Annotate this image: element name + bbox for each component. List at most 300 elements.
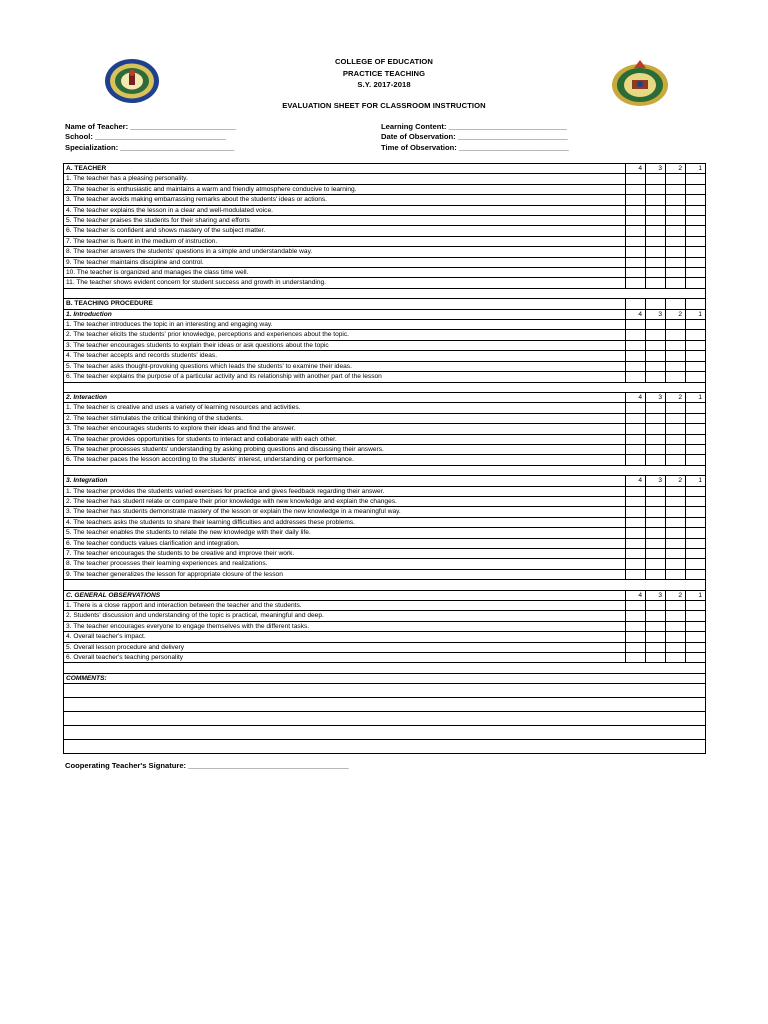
row-label: 10. The teacher is organized and manages the class time well. — [64, 268, 626, 278]
score-cell[interactable] — [626, 361, 646, 371]
teacher-name-field: Name of Teacher: _________________________ — [65, 122, 236, 131]
row-label: 1. Introduction — [64, 309, 626, 319]
score-cell[interactable] — [646, 455, 666, 465]
school-year: S.Y. 2017-2018 — [357, 80, 411, 89]
score-cell[interactable] — [646, 299, 666, 309]
score-cell[interactable]: 3 — [646, 392, 666, 402]
score-cell[interactable] — [646, 569, 666, 579]
score-cell[interactable] — [646, 496, 666, 506]
table-row — [64, 330, 706, 340]
score-cell[interactable] — [626, 268, 646, 278]
table-row — [64, 216, 706, 226]
score-cell[interactable] — [686, 632, 706, 642]
score-cell[interactable] — [646, 174, 666, 184]
score-cell[interactable] — [626, 601, 646, 611]
score-cell[interactable] — [666, 569, 686, 579]
score-cell[interactable] — [626, 455, 646, 465]
row-label: 6. The teacher explains the purpose of a particular activity and its relationship with another part of the lesson — [64, 372, 626, 382]
score-cell[interactable] — [626, 403, 646, 413]
school-field: School: _______________________________ — [65, 132, 226, 142]
table-row — [64, 236, 706, 246]
score-cell[interactable] — [626, 517, 646, 527]
table-row — [64, 538, 706, 548]
table-row — [64, 257, 706, 267]
table-row — [64, 444, 706, 454]
score-cell[interactable] — [626, 320, 646, 330]
row-label: 2. Interaction — [64, 392, 626, 402]
score-cell[interactable] — [686, 611, 706, 621]
score-cell[interactable] — [626, 642, 646, 652]
score-cell[interactable] — [646, 413, 666, 423]
table-row — [64, 601, 706, 611]
score-cell[interactable] — [666, 486, 686, 496]
score-cell[interactable] — [666, 403, 686, 413]
score-cell[interactable] — [626, 444, 646, 454]
score-cell[interactable] — [666, 174, 686, 184]
score-cell[interactable] — [646, 226, 666, 236]
table-row — [64, 205, 706, 215]
score-cell[interactable] — [626, 257, 646, 267]
score-cell[interactable]: 4 — [626, 164, 646, 174]
score-cell[interactable] — [686, 320, 706, 330]
score-cell[interactable] — [686, 538, 706, 548]
row-label: 4. The teacher explains the lesson in a clear and well-modulated voice. — [64, 205, 626, 215]
spacer-row — [64, 288, 706, 298]
score-cell[interactable] — [686, 195, 706, 205]
score-cell[interactable] — [646, 195, 666, 205]
score-cell[interactable] — [666, 195, 686, 205]
row-label: 8. The teacher answers the students' questions in a simple and understandable way. — [64, 247, 626, 257]
score-cell[interactable] — [646, 278, 666, 288]
score-cell[interactable]: 1 — [686, 392, 706, 402]
comment-line — [64, 698, 706, 712]
score-cell[interactable] — [686, 496, 706, 506]
row-label: 1. The teacher has a pleasing personality. — [64, 174, 626, 184]
comment-line — [64, 684, 706, 698]
comment-line-cell[interactable] — [64, 726, 706, 740]
table-row — [64, 486, 706, 496]
score-cell[interactable] — [646, 434, 666, 444]
table-row — [64, 372, 706, 382]
row-label: 9. The teacher generalizes the lesson for appropriate closure of the lesson — [64, 569, 626, 579]
score-cell[interactable] — [646, 372, 666, 382]
table-row — [64, 632, 706, 642]
score-cell[interactable] — [646, 216, 666, 226]
score-cell[interactable] — [686, 444, 706, 454]
row-label: B. TEACHING PROCEDURE — [64, 299, 626, 309]
observation-time-field: Time of Observation: __________________________ — [381, 142, 569, 152]
comment-line-cell[interactable] — [64, 684, 706, 698]
table-row — [64, 517, 706, 527]
table-row — [64, 424, 706, 434]
score-cell[interactable]: 2 — [666, 476, 686, 486]
observation-date-field: Date of Observation: __________________________ — [381, 132, 568, 142]
score-cell[interactable] — [686, 517, 706, 527]
table-row — [64, 278, 706, 288]
score-cell[interactable] — [686, 455, 706, 465]
score-cell[interactable] — [686, 548, 706, 558]
score-cell[interactable] — [646, 486, 666, 496]
score-cell[interactable]: 1 — [686, 309, 706, 319]
score-cell[interactable] — [626, 548, 646, 558]
score-cell[interactable] — [626, 434, 646, 444]
row-label: 6. The teacher conducts values clarification and integration. — [64, 538, 626, 548]
score-cell[interactable] — [686, 434, 706, 444]
score-cell[interactable] — [626, 632, 646, 642]
row-label: 6. Overall teacher's teaching personality — [64, 653, 626, 663]
score-cell[interactable] — [646, 538, 666, 548]
score-cell[interactable] — [646, 340, 666, 350]
comment-line — [64, 740, 706, 754]
row-label: 4. The teachers asks the students to share their learning difficulties and addresses these problems. — [64, 517, 626, 527]
score-cell[interactable]: 3 — [646, 590, 666, 600]
score-cell[interactable] — [646, 320, 666, 330]
score-cell[interactable] — [646, 621, 666, 631]
row-label: 6. The teacher paces the lesson according to the students' interest, understanding or performance. — [64, 455, 626, 465]
score-cell[interactable] — [666, 216, 686, 226]
score-cell[interactable] — [646, 507, 666, 517]
sub-row — [64, 590, 706, 600]
score-cell[interactable] — [666, 611, 686, 621]
row-label: 1. The teacher is creative and uses a variety of learning resources and activities. — [64, 403, 626, 413]
score-cell[interactable] — [666, 496, 686, 506]
spacer-cell — [64, 465, 706, 475]
table-row — [64, 226, 706, 236]
score-cell[interactable] — [686, 642, 706, 652]
score-cell[interactable] — [686, 330, 706, 340]
score-cell[interactable] — [666, 330, 686, 340]
score-cell[interactable]: 2 — [666, 590, 686, 600]
sub-row — [64, 392, 706, 402]
spacer-row — [64, 382, 706, 392]
score-cell[interactable] — [666, 361, 686, 371]
score-cell[interactable] — [666, 184, 686, 194]
row-label: 3. The teacher encourages everyone to engage themselves with the different tasks. — [64, 621, 626, 631]
table-row — [64, 247, 706, 257]
score-cell[interactable] — [626, 653, 646, 663]
row-label: 3. The teacher encourages students to explain their ideas or ask questions about the topic — [64, 340, 626, 350]
score-cell[interactable] — [626, 174, 646, 184]
score-cell[interactable] — [646, 330, 666, 340]
score-cell[interactable] — [666, 632, 686, 642]
score-cell[interactable] — [626, 496, 646, 506]
row-label: 5. The teacher praises the students for their sharing and efforts — [64, 216, 626, 226]
score-cell[interactable] — [626, 216, 646, 226]
score-cell[interactable] — [626, 236, 646, 246]
score-cell[interactable] — [646, 528, 666, 538]
score-cell[interactable] — [646, 601, 666, 611]
score-cell[interactable]: 2 — [666, 309, 686, 319]
score-cell[interactable] — [686, 174, 706, 184]
row-label: 3. The teacher avoids making embarrassing remarks about the students' ideas or actions. — [64, 195, 626, 205]
score-cell[interactable]: 3 — [646, 476, 666, 486]
score-cell[interactable] — [646, 642, 666, 652]
table-row — [64, 507, 706, 517]
row-label: 5. Overall lesson procedure and delivery — [64, 642, 626, 652]
table-row — [64, 351, 706, 361]
row-label: 2. Students' discussion and understanding of the topic is practical, meaningful and deep. — [64, 611, 626, 621]
score-cell[interactable] — [626, 424, 646, 434]
comments-row — [64, 673, 706, 683]
row-label: A. TEACHER — [64, 164, 626, 174]
score-cell[interactable] — [686, 569, 706, 579]
score-cell[interactable] — [666, 517, 686, 527]
score-cell[interactable] — [666, 507, 686, 517]
score-cell[interactable] — [666, 455, 686, 465]
table-row — [64, 403, 706, 413]
score-cell[interactable] — [626, 569, 646, 579]
score-cell[interactable] — [666, 351, 686, 361]
score-cell[interactable]: 2 — [666, 164, 686, 174]
score-cell[interactable] — [686, 372, 706, 382]
table-row — [64, 559, 706, 569]
table-row — [64, 496, 706, 506]
score-cell[interactable] — [686, 247, 706, 257]
row-label: 4. The teacher accepts and records students' ideas. — [64, 351, 626, 361]
score-cell[interactable] — [626, 351, 646, 361]
score-cell[interactable] — [626, 413, 646, 423]
college-name: COLLEGE OF EDUCATION — [334, 57, 434, 66]
score-cell[interactable] — [626, 330, 646, 340]
table-row — [64, 611, 706, 621]
score-cell[interactable] — [686, 216, 706, 226]
score-cell[interactable] — [626, 340, 646, 350]
score-cell[interactable] — [646, 517, 666, 527]
program-name: PRACTICE TEACHING — [342, 69, 426, 78]
score-cell[interactable] — [626, 299, 646, 309]
score-cell[interactable] — [626, 195, 646, 205]
row-label: 5. The teacher processes students' understanding by asking probing questions and discussing their answers. — [64, 444, 626, 454]
section-row — [64, 299, 706, 309]
comment-line — [64, 726, 706, 740]
score-cell[interactable] — [626, 226, 646, 236]
score-cell[interactable] — [646, 268, 666, 278]
row-label: 6. The teacher is confident and shows mastery of the subject matter. — [64, 226, 626, 236]
table-row — [64, 528, 706, 538]
score-cell[interactable] — [666, 642, 686, 652]
score-cell[interactable] — [626, 507, 646, 517]
table-row — [64, 184, 706, 194]
score-cell[interactable] — [646, 611, 666, 621]
score-cell[interactable] — [686, 184, 706, 194]
table-row — [64, 320, 706, 330]
score-cell[interactable] — [666, 299, 686, 309]
score-cell[interactable] — [626, 538, 646, 548]
row-label: 3. The teacher has students demonstrate mastery of the lesson or explain the new knowledge in a meaningful way. — [64, 507, 626, 517]
score-cell[interactable] — [686, 528, 706, 538]
info-left-block — [65, 122, 236, 153]
table-row — [64, 195, 706, 205]
score-cell[interactable] — [666, 236, 686, 246]
score-cell[interactable] — [666, 444, 686, 454]
score-cell[interactable] — [686, 403, 706, 413]
score-cell[interactable]: 4 — [626, 309, 646, 319]
score-cell[interactable] — [646, 403, 666, 413]
sub-row — [64, 476, 706, 486]
row-label: 3. Integration — [64, 476, 626, 486]
score-cell[interactable] — [646, 548, 666, 558]
spacer-row — [64, 465, 706, 475]
table-row — [64, 569, 706, 579]
row-label: 4. The teacher provides opportunities for students to interact and collaborate with each other. — [64, 434, 626, 444]
score-cell[interactable] — [626, 528, 646, 538]
score-cell[interactable] — [666, 413, 686, 423]
spacer-cell — [64, 663, 706, 673]
score-cell[interactable] — [646, 444, 666, 454]
score-cell[interactable] — [686, 653, 706, 663]
score-cell[interactable] — [686, 268, 706, 278]
score-cell[interactable] — [686, 351, 706, 361]
score-cell[interactable] — [686, 299, 706, 309]
score-cell[interactable] — [686, 486, 706, 496]
sub-row — [64, 309, 706, 319]
spacer-cell — [64, 382, 706, 392]
row-label: 7. The teacher encourages the students to be creative and improve their work. — [64, 548, 626, 558]
score-cell[interactable] — [686, 257, 706, 267]
cooperating-teacher-signature: Cooperating Teacher's Signature: ______________________________________ — [65, 761, 349, 770]
specialization-field: Specialization: ___________________________ — [65, 142, 235, 152]
score-cell[interactable]: 4 — [626, 476, 646, 486]
comments-label: COMMENTS: — [64, 673, 706, 683]
score-cell[interactable] — [646, 184, 666, 194]
score-cell[interactable] — [646, 424, 666, 434]
score-cell[interactable]: 4 — [626, 590, 646, 600]
score-cell[interactable] — [686, 278, 706, 288]
spacer-row — [64, 663, 706, 673]
score-cell[interactable] — [686, 205, 706, 215]
score-cell[interactable] — [666, 653, 686, 663]
score-cell[interactable] — [686, 226, 706, 236]
spacer-cell — [64, 580, 706, 590]
score-cell[interactable] — [686, 621, 706, 631]
spacer-row — [64, 580, 706, 590]
table-row — [64, 548, 706, 558]
row-label: 5. The teacher enables the students to relate the new knowledge with their daily life. — [64, 528, 626, 538]
score-cell[interactable] — [646, 351, 666, 361]
score-cell[interactable] — [646, 632, 666, 642]
score-cell[interactable] — [686, 424, 706, 434]
score-cell[interactable] — [626, 372, 646, 382]
sheet-title: EVALUATION SHEET FOR CLASSROOM INSTRUCTION — [282, 101, 486, 110]
score-cell[interactable] — [646, 559, 666, 569]
score-cell[interactable]: 1 — [686, 590, 706, 600]
table-row — [64, 174, 706, 184]
score-cell[interactable] — [626, 184, 646, 194]
row-label: 11. The teacher shows evident concern for student success and growth in understanding. — [64, 278, 626, 288]
score-cell[interactable] — [626, 278, 646, 288]
table-row — [64, 642, 706, 652]
score-cell[interactable]: 1 — [686, 476, 706, 486]
evaluation-table-body — [64, 164, 706, 754]
learning-content-field: Learning Content: ____________________________ — [381, 122, 567, 131]
row-label: C. GENERAL OBSERVATIONS — [64, 590, 626, 600]
table-row — [64, 621, 706, 631]
comment-line-cell[interactable] — [64, 712, 706, 726]
score-cell[interactable] — [666, 424, 686, 434]
row-label: 3. The teacher encourages students to explore their ideas and find the answer. — [64, 424, 626, 434]
score-cell[interactable] — [626, 611, 646, 621]
score-cell[interactable] — [666, 278, 686, 288]
comment-line-cell[interactable] — [64, 740, 706, 754]
table-row — [64, 434, 706, 444]
row-label: 2. The teacher elicits the students' prior knowledge, perceptions and experiences about the topic. — [64, 330, 626, 340]
row-label: 1. The teacher introduces the topic in an interesting and engaging way. — [64, 320, 626, 330]
score-cell[interactable] — [666, 548, 686, 558]
info-right-block — [381, 122, 569, 153]
score-cell[interactable] — [686, 340, 706, 350]
score-cell[interactable] — [666, 538, 686, 548]
row-label: 7. The teacher is fluent in the medium of instruction. — [64, 236, 626, 246]
score-cell[interactable] — [646, 361, 666, 371]
score-cell[interactable] — [666, 621, 686, 631]
score-cell[interactable] — [666, 257, 686, 267]
score-cell[interactable] — [626, 621, 646, 631]
score-cell[interactable] — [666, 320, 686, 330]
score-cell[interactable] — [646, 653, 666, 663]
table-row — [64, 653, 706, 663]
spacer-cell — [64, 288, 706, 298]
score-cell[interactable] — [686, 236, 706, 246]
score-cell[interactable]: 2 — [666, 392, 686, 402]
score-cell[interactable]: 3 — [646, 309, 666, 319]
row-label: 8. The teacher processes their learning experiences and realizations. — [64, 559, 626, 569]
score-cell[interactable] — [666, 528, 686, 538]
score-cell[interactable]: 1 — [686, 164, 706, 174]
score-cell[interactable] — [666, 226, 686, 236]
score-cell[interactable] — [646, 257, 666, 267]
score-cell[interactable] — [686, 559, 706, 569]
score-cell[interactable] — [666, 434, 686, 444]
score-cell[interactable] — [666, 601, 686, 611]
row-label: 5. The teacher asks thought-provoking questions which leads the students' to examine their ideas. — [64, 361, 626, 371]
score-cell[interactable] — [666, 372, 686, 382]
table-row — [64, 340, 706, 350]
evaluation-table — [63, 163, 706, 754]
score-cell[interactable] — [666, 340, 686, 350]
table-row — [64, 413, 706, 423]
score-cell[interactable] — [626, 486, 646, 496]
score-cell[interactable] — [646, 236, 666, 246]
row-label: 2. The teacher is enthusiastic and maintains a warm and friendly atmosphere conducive to learning. — [64, 184, 626, 194]
score-cell[interactable] — [686, 413, 706, 423]
score-cell[interactable] — [626, 559, 646, 569]
score-cell[interactable] — [626, 205, 646, 215]
score-cell[interactable]: 4 — [626, 392, 646, 402]
score-cell[interactable] — [666, 247, 686, 257]
table-row — [64, 455, 706, 465]
score-cell[interactable] — [686, 507, 706, 517]
table-row — [64, 361, 706, 371]
row-label: 1. There is a close rapport and interaction between the teacher and the students. — [64, 601, 626, 611]
section-row — [64, 164, 706, 174]
row-label: 9. The teacher maintains discipline and control. — [64, 257, 626, 267]
score-cell[interactable] — [646, 247, 666, 257]
row-label: 2. The teacher stimulates the critical thinking of the students. — [64, 413, 626, 423]
score-cell[interactable] — [666, 205, 686, 215]
comment-line-cell[interactable] — [64, 698, 706, 712]
score-cell[interactable] — [626, 247, 646, 257]
score-cell[interactable] — [666, 268, 686, 278]
score-cell[interactable]: 3 — [646, 164, 666, 174]
score-cell[interactable] — [686, 601, 706, 611]
score-cell[interactable] — [646, 205, 666, 215]
score-cell[interactable] — [666, 559, 686, 569]
comment-line — [64, 712, 706, 726]
score-cell[interactable] — [686, 361, 706, 371]
table-row — [64, 268, 706, 278]
row-label: 2. The teacher has student relate or compare their prior knowledge with new knowledge and explain the changes. — [64, 496, 626, 506]
row-label: 1. The teacher provides the students varied exercises for practice and gives feedback regarding their answer. — [64, 486, 626, 496]
